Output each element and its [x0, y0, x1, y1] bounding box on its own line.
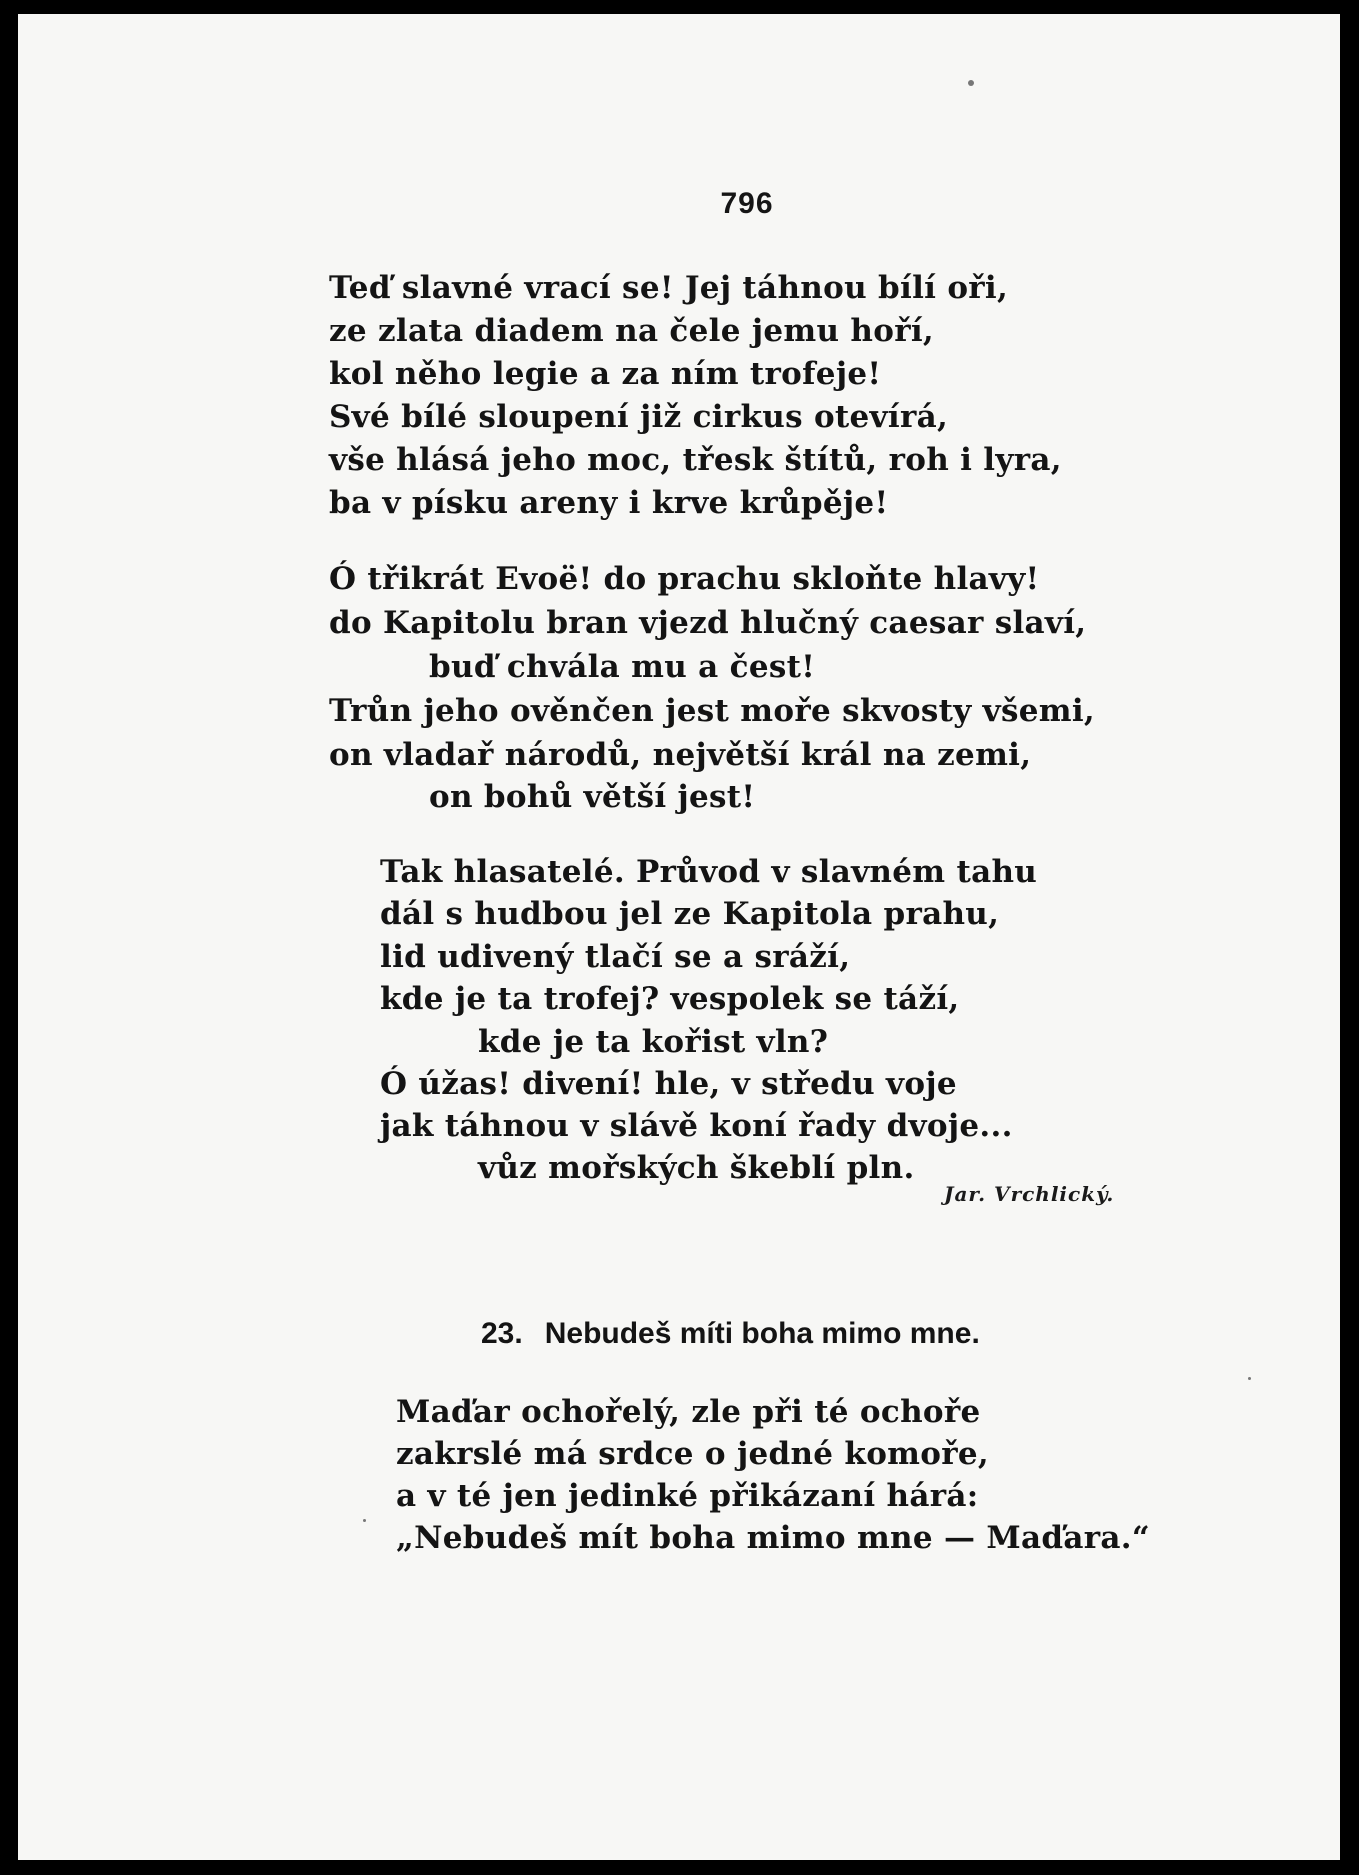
poem-line: kde je ta trofej? vespolek se táží, — [380, 981, 960, 1017]
poem-line: Ó úžas! divení! hle, v středu voje — [380, 1066, 957, 1102]
poem-line: kde je ta kořist vln? — [478, 1024, 829, 1060]
page-number: 796 — [720, 187, 774, 220]
poem-line: lid udivený tlačí se a sráží, — [380, 939, 851, 975]
poem-line: jak táhnou v slávě koní řady dvoje... — [380, 1108, 1013, 1144]
poem-line: on vladař národů, největší král na zemi, — [329, 737, 1032, 773]
author-signature: Jar. Vrchlický. — [944, 1182, 1115, 1206]
poem-line: do Kapitolu bran vjezd hlučný caesar slaví, — [329, 605, 1087, 641]
scan-speck — [968, 80, 974, 86]
poem-line: Ó třikrát Evoë! do prachu skloňte hlavy! — [329, 561, 1040, 597]
poem-line: Maďar ochořelý, zle při té ochoře — [396, 1394, 981, 1430]
poem-heading — [481, 1317, 980, 1351]
scan-speck — [1248, 1377, 1251, 1380]
poem-line: dál s hudbou jel ze Kapitola prahu, — [380, 896, 1000, 932]
poem-line: vůz mořských škeblí pln. — [478, 1150, 915, 1186]
poem-line: zakrslé má srdce o jedné komoře, — [396, 1436, 989, 1472]
poem-line: Teď slavné vrací se! Jej táhnou bílí oři, — [329, 270, 1009, 306]
poem-line: kol něho legie a za ním trofeje! — [329, 356, 882, 392]
poem-line: Trůn jeho ověnčen jest moře skvosty všemi, — [329, 693, 1096, 729]
poem-line: Své bílé sloupení již cirkus otevírá, — [329, 399, 949, 435]
poem-line: on bohů větší jest! — [429, 779, 756, 815]
poem-title: Nebudeš míti boha mimo mne. — [544, 1317, 980, 1350]
book-page — [18, 14, 1340, 1860]
poem-line: vše hlásá jeho moc, třesk štítů, roh i lyra, — [329, 442, 1062, 478]
poem-line: a v té jen jedinké přikázaní hárá: — [396, 1478, 979, 1514]
poem-number: 23. — [481, 1317, 523, 1350]
poem-line: „Nebudeš mít boha mimo mne — Maďara.“ — [396, 1520, 1151, 1556]
scan-speck — [363, 1519, 366, 1522]
poem-line: ba v písku areny i krve krůpěje! — [329, 485, 889, 521]
poem-line: buď chvála mu a čest! — [429, 649, 816, 685]
poem-line: ze zlata diadem na čele jemu hoří, — [329, 313, 935, 349]
poem-line: Tak hlasatelé. Průvod v slavném tahu — [380, 854, 1038, 890]
